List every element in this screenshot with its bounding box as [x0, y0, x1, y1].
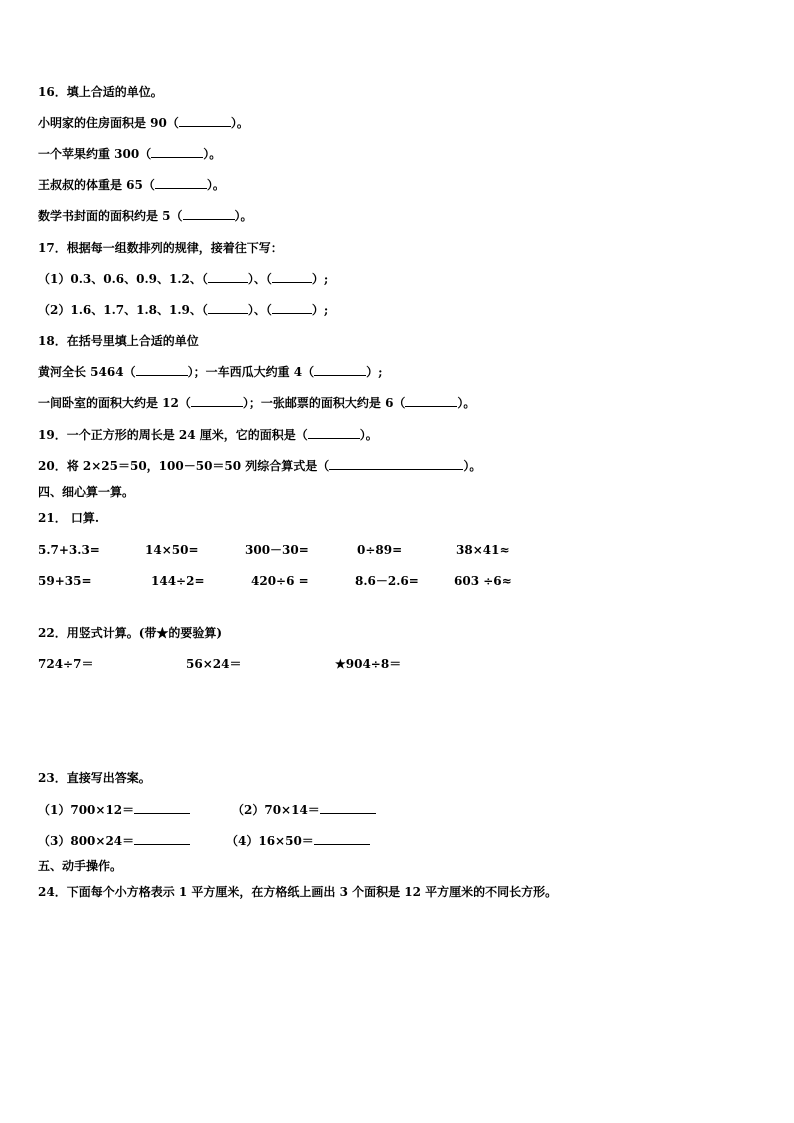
- q16-item-2-text: 一个苹果约重 300（: [38, 147, 152, 161]
- answer-blank[interactable]: [183, 208, 235, 220]
- q18-line-1: [38, 364, 383, 380]
- answer-blank[interactable]: [151, 146, 203, 158]
- q24: 24．下面每个小方格表示 1 平方厘米，在方格纸上画出 3 个面积是 12 平方厘米的不同长方形。: [38, 885, 558, 899]
- answer-blank[interactable]: [272, 302, 312, 314]
- mental-calc-item: 14×50=: [145, 543, 199, 557]
- vertical-calc-item: 56×24＝: [186, 657, 242, 671]
- mental-calc-item: 144÷2=: [151, 574, 205, 588]
- mental-calc-item: 8.6－2.6=: [355, 574, 419, 588]
- answer-blank[interactable]: [179, 115, 231, 127]
- mental-calc-item: 0÷89=: [357, 543, 403, 557]
- q21-title: 21． 口算.: [38, 511, 100, 525]
- q18-line-2-c: ）。: [457, 396, 476, 410]
- section-5-heading: 五、动手操作。: [38, 859, 123, 873]
- answer-blank[interactable]: [208, 302, 248, 314]
- q23-title: 23．直接写出答案。: [38, 771, 151, 785]
- q16-item-1-end: ）。: [230, 116, 249, 130]
- q20-text: 20．将 2×25＝50，100－50＝50 列综合算式是（: [38, 459, 330, 473]
- mental-calc-item: 300－30=: [245, 543, 309, 557]
- q18-line-2-b: ）；一张邮票的面积大约是 6（: [242, 396, 406, 410]
- q16-item-4-end: ）。: [234, 209, 253, 223]
- vertical-calc-item: 724÷7＝: [38, 657, 94, 671]
- q16-item-2: [38, 146, 221, 162]
- q16-item-1: [38, 115, 249, 131]
- q17-title: 17．根据每一组数排列的规律，接着往下写：: [38, 241, 283, 255]
- answer-blank[interactable]: [134, 802, 190, 814]
- q17-item-1-mid: ）、（: [247, 272, 272, 286]
- q18-line-1-a: 黄河全长 5464（: [38, 365, 136, 379]
- q16-title: 16．填上合适的单位。: [38, 85, 163, 99]
- q17-item-2: [38, 302, 328, 318]
- direct-answer-text: （4）16×50＝: [226, 834, 314, 848]
- q18-line-2-a: 一间卧室的面积大约是 12（: [38, 396, 191, 410]
- vertical-calc-item: ★904÷8＝: [335, 657, 402, 671]
- q16-item-2-end: ）。: [203, 147, 222, 161]
- q17-item-2-text: （2）1.6、1.7、1.8、1.9、（: [38, 303, 208, 317]
- answer-blank[interactable]: [134, 833, 190, 845]
- q16-item-4: [38, 208, 253, 224]
- q17-item-2-end: ）;: [311, 303, 329, 317]
- answer-blank[interactable]: [208, 271, 248, 283]
- mental-calc-item: 38×41≈: [456, 543, 510, 557]
- answer-blank[interactable]: [329, 458, 463, 470]
- q20: [38, 458, 481, 474]
- mental-calc-item: 5.7+3.3=: [38, 543, 100, 557]
- direct-answer-item: [232, 802, 376, 818]
- q19: [38, 427, 378, 443]
- mental-calc-item: 420÷6 =: [251, 574, 309, 588]
- direct-answer-text: （3）800×24＝: [38, 834, 135, 848]
- answer-blank[interactable]: [320, 802, 376, 814]
- q19-text: 19．一个正方形的周长是 24 厘米，它的面积是（: [38, 428, 308, 442]
- q17-item-1-text: （1）0.3、0.6、0.9、1.2、（: [38, 272, 208, 286]
- q18-line-1-b: ）；一车西瓜大约重 4（: [187, 365, 315, 379]
- section-4-heading: 四、细心算一算。: [38, 485, 135, 499]
- direct-answer-item: [226, 833, 370, 849]
- answer-blank[interactable]: [136, 364, 188, 376]
- direct-answer-item: [38, 833, 190, 849]
- answer-blank[interactable]: [308, 427, 360, 439]
- answer-blank[interactable]: [314, 833, 370, 845]
- q18-line-1-c: ）;: [366, 365, 383, 379]
- q20-end: ）。: [463, 459, 482, 473]
- q17-item-1-end: ）;: [311, 272, 329, 286]
- answer-blank[interactable]: [405, 395, 457, 407]
- mental-calc-item: 603 ÷6≈: [454, 574, 512, 588]
- q18-title: 18．在括号里填上合适的单位: [38, 334, 199, 348]
- answer-blank[interactable]: [272, 271, 312, 283]
- q16-item-3: [38, 177, 225, 193]
- q22-title: 22．用竖式计算。(带★的要验算): [38, 626, 223, 640]
- q16-item-1-text: 小明家的住房面积是 90（: [38, 116, 179, 130]
- mental-calc-item: 59+35=: [38, 574, 92, 588]
- answer-blank[interactable]: [191, 395, 243, 407]
- q18-line-2: [38, 395, 475, 411]
- q16-item-3-end: ）。: [206, 178, 225, 192]
- q16-item-4-text: 数学书封面的面积约是 5（: [38, 209, 183, 223]
- q17-item-2-mid: ）、（: [247, 303, 272, 317]
- q16-item-3-text: 王叔叔的体重是 65（: [38, 178, 155, 192]
- direct-answer-text: （1）700×12＝: [38, 803, 135, 817]
- answer-blank[interactable]: [155, 177, 207, 189]
- answer-blank[interactable]: [314, 364, 366, 376]
- q19-end: ）。: [359, 428, 378, 442]
- direct-answer-text: （2）70×14＝: [232, 803, 320, 817]
- direct-answer-item: [38, 802, 190, 818]
- q17-item-1: [38, 271, 328, 287]
